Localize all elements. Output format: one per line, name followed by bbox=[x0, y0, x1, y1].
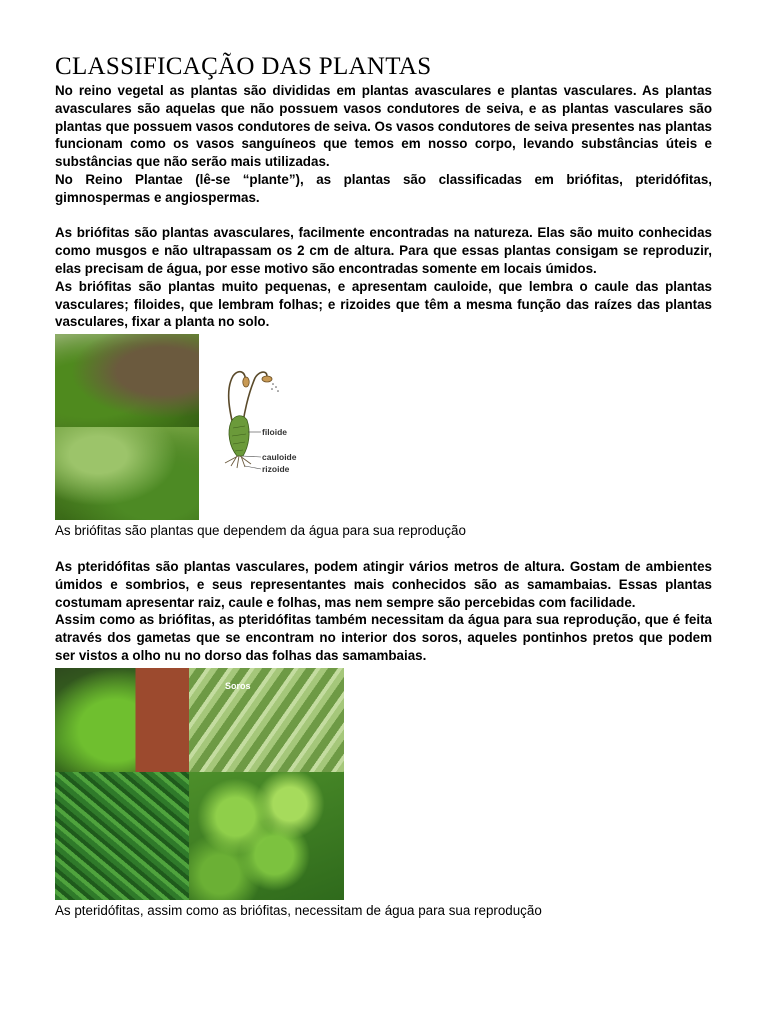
soros-closeup-photo bbox=[189, 668, 344, 772]
paragraph: As briófitas são plantas avasculares, facilmente encontradas na natureza. Elas são muito conhecidas como musgos e não ultrapassam os 2 cm de altura. Para que essas plantas consigam se reproduzir, elas precisam de água, por esse motivo são encontradas somente em locais úmidos. bbox=[55, 225, 712, 276]
moss-on-bark-photo bbox=[55, 334, 199, 427]
pteridofitas-figure bbox=[55, 668, 344, 900]
paragraph: No Reino Plantae (lê-se “plante”), as plantas são classificadas em briófitas, pteridófitas, gimnospermas e angiospermas. bbox=[55, 171, 712, 205]
paragraph: As pteridófitas são plantas vasculares, podem atingir vários metros de altura. Gostam de ambientes úmidos e sombrios, e seus representantes mais conhecidos são as samambaias. Essas plantas costumam apresentar raiz, caule e folhas, mas nem sempre são percebidas com facilidade. bbox=[55, 558, 712, 610]
document-page bbox=[55, 52, 712, 920]
page-title: CLASSIFICAÇÃO DAS PLANTAS bbox=[55, 53, 432, 80]
paragraph: As briófitas são plantas muito pequenas, e apresentam cauloide, que lembra o caule das plantas vasculares; filoides, que lembram folhas; e rizoides que têm a mesma função das raízes das plantas vasculares, fixar a planta no solo. bbox=[55, 278, 712, 330]
briofitas-figure bbox=[55, 334, 712, 520]
paragraph: No reino vegetal as plantas são divididas em plantas avasculares e plantas vasculares. As plantas avasculares são aquelas que não possuem vasos condutores de seiva, e as plantas vasculares são plantas que possuem vasos condutores de seiva. Os vasos condutores de seiva presentes nas plantas funcionam como os vasos sanguíneos que temos em nosso corpo, levando substâncias úteis e substâncias que não serão mais utilizadas. bbox=[55, 83, 712, 170]
label-rizoide: rizoide bbox=[262, 464, 290, 475]
moss-ground-photo bbox=[55, 427, 199, 520]
blank-line bbox=[55, 540, 712, 558]
moss-anatomy-diagram bbox=[215, 362, 315, 482]
moss-photo bbox=[55, 334, 199, 520]
figure-caption: As briófitas são plantas que dependem da água para sua reprodução bbox=[55, 523, 466, 539]
maidenhair-fern-photo bbox=[189, 772, 344, 900]
figure-caption: As pteridófitas, assim como as briófitas, necessitam de água para sua reprodução bbox=[55, 902, 542, 918]
fern-frond-photo bbox=[55, 772, 189, 900]
label-filoide: filoide bbox=[262, 427, 288, 438]
boston-fern-photo bbox=[55, 668, 189, 772]
soros-label: Soros bbox=[225, 680, 251, 691]
blank-line bbox=[55, 207, 712, 225]
paragraph: Assim como as briófitas, as pteridófitas também necessitam da água para sua reprodução, que é feita através dos gametas que se encontram no interior dos soros, aqueles pontinhos pretos que podem ser vistos a olho nu no dorso das folhas das samambaias. bbox=[55, 612, 712, 663]
label-cauloide: cauloide bbox=[262, 452, 297, 463]
